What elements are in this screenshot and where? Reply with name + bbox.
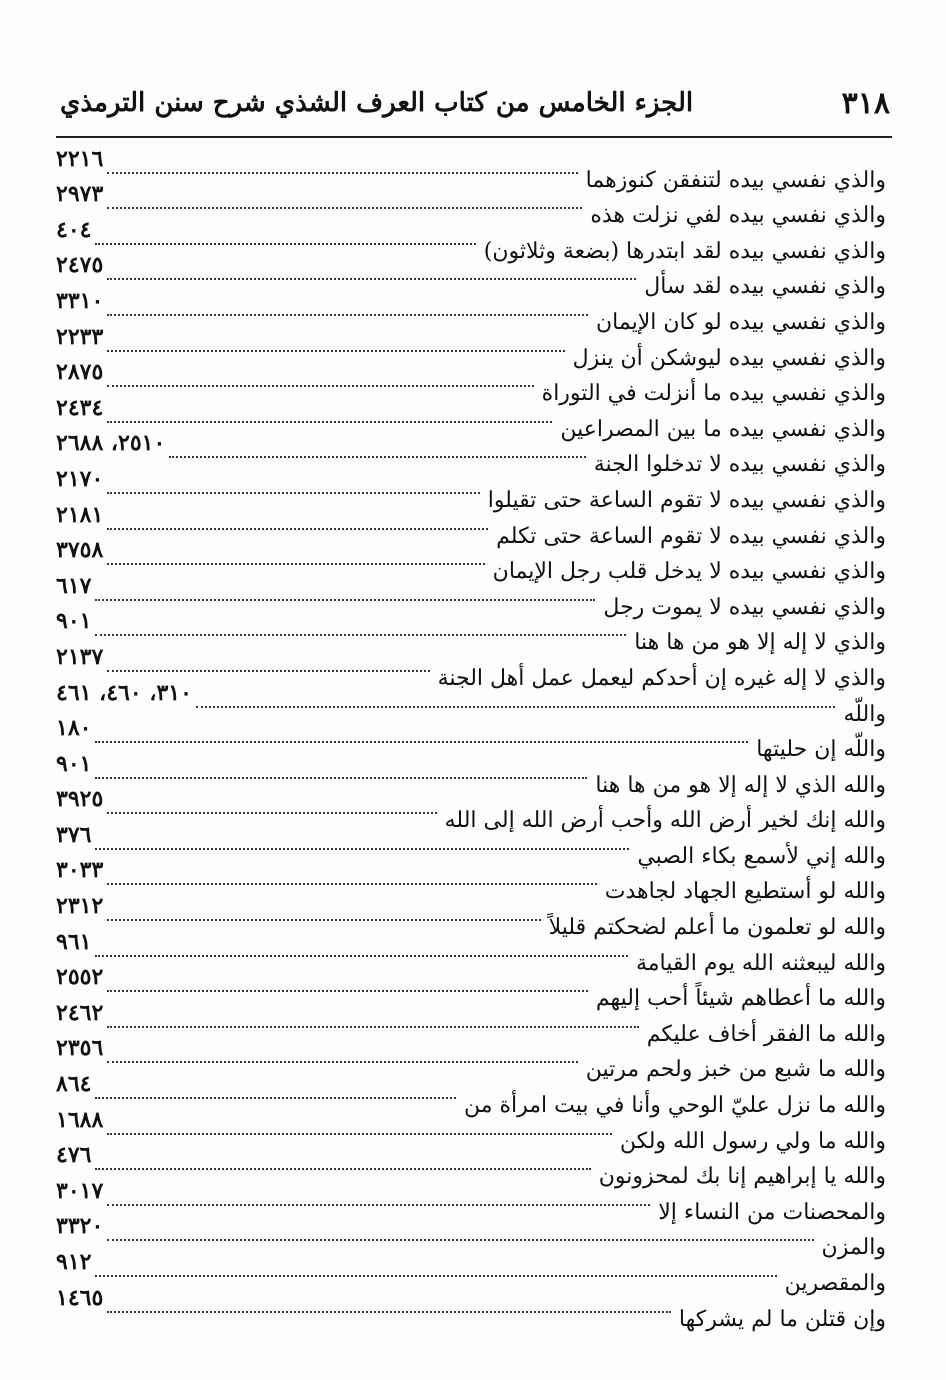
dot-leader xyxy=(107,421,552,423)
dot-leader xyxy=(95,1097,456,1099)
entry-reference-number: ١٤٦٥ xyxy=(56,1284,104,1311)
entry-reference-number: ٩٠١ xyxy=(56,750,92,777)
dot-leader xyxy=(107,670,429,672)
dot-leader xyxy=(95,848,629,850)
dot-leader xyxy=(95,243,475,245)
dot-leader xyxy=(107,172,577,174)
entry-text: والذي نفسي بيده ما بين المصراعين xyxy=(560,416,886,442)
entry-text: والذي نفسي بيده ليوشكن أن ينزل xyxy=(572,345,886,371)
entry-reference-number: ٢١٣٧ xyxy=(56,643,104,670)
entry-text: والله ليبعثنه الله يوم القيامة xyxy=(635,950,886,976)
entry-text: والذي نفسي بيده لا تدخلوا الجنة xyxy=(593,452,886,478)
entry-reference-number: ٢٣١٢ xyxy=(56,893,104,920)
dot-leader xyxy=(107,883,596,885)
dot-leader xyxy=(169,456,585,458)
entry-reference-number: ٢٩٧٣ xyxy=(56,181,104,208)
entry-text: والله إنك لخير أرض الله وأحب أرض الله إلى الله xyxy=(444,808,886,834)
entry-reference-number: ٦١٧ xyxy=(56,572,92,599)
entry-reference-number: ٣٣٢٠ xyxy=(56,1213,104,1240)
entry-text: والله ما الفقر أخاف عليكم xyxy=(646,1021,886,1047)
entry-reference-number: ٢٤٧٥ xyxy=(56,252,104,279)
entry-text: والمحصنات من النساء إلا xyxy=(658,1199,886,1225)
dot-leader xyxy=(107,1133,612,1135)
entry-reference-number: ٣٣١٠ xyxy=(56,287,104,314)
entry-text: والله يا إبراهيم إنا بك لمحزونون xyxy=(598,1164,886,1190)
entry-reference-number: ٩١٢ xyxy=(56,1249,92,1275)
dot-leader xyxy=(107,812,436,814)
page-number: ٣١٨ xyxy=(841,86,890,121)
entry-text: والله ما نزل عليّ الوحي وأنا في بيت امرأة من xyxy=(463,1093,886,1119)
dot-leader xyxy=(107,563,484,565)
dot-leader xyxy=(95,634,626,636)
entry-text: والله ما شبع من خبز ولحم مرتين xyxy=(585,1057,886,1083)
entry-reference-number: ٤٠٤ xyxy=(56,216,92,243)
dot-leader xyxy=(107,492,479,494)
index-entry xyxy=(56,714,886,763)
dot-leader xyxy=(95,955,628,957)
entry-text: والذي نفسي بيده لقد سأل xyxy=(644,274,886,300)
dot-leader xyxy=(107,919,540,921)
dot-leader xyxy=(107,350,564,352)
entry-reference-number: ٢٣٥٦ xyxy=(56,1035,104,1062)
entry-reference-number: ٣١٠، ٤٦٠، ٤٦١ xyxy=(56,679,192,706)
entry-reference-number: ١٦٨٨ xyxy=(56,1106,104,1133)
entry-reference-number: ٢٤٦٢ xyxy=(56,999,104,1026)
entry-text: والذي نفسي بيده لا تقوم الساعة حتى تقيلوا xyxy=(487,487,886,513)
entry-text: والله لو أستطيع الجهاد لجاهدت xyxy=(604,879,886,905)
entry-reference-number: ٢٤٣٤ xyxy=(56,394,104,421)
page-header xyxy=(60,82,890,126)
entry-text: والذي نفسي بيده لو كان الإيمان xyxy=(596,309,886,335)
entry-reference-number: ٢٢٣٣ xyxy=(56,323,104,350)
dot-leader xyxy=(107,278,636,280)
entry-reference-number: ٢٥٥٢ xyxy=(56,964,104,991)
entry-text: والذي نفسي بيده لفي نزلت هذه xyxy=(590,203,886,229)
entry-text: والمقصرين xyxy=(784,1271,886,1296)
entry-text: واللّه xyxy=(843,701,886,727)
entry-reference-number: ٢١٧٠ xyxy=(56,465,104,492)
entry-reference-number: ٣٩٢٥ xyxy=(56,786,104,813)
entry-text: والله إني لأسمع بكاء الصبي xyxy=(637,843,886,869)
dot-leader xyxy=(107,314,588,316)
dot-leader xyxy=(95,1275,776,1277)
entry-reference-number: ٢٨٧٥ xyxy=(56,359,104,386)
entry-reference-number: ١٨٠ xyxy=(56,715,92,742)
dot-leader xyxy=(107,1061,577,1063)
entry-reference-number: ٩٠١ xyxy=(56,608,92,635)
entry-text: والله الذي لا إله إلا هو من ها هنا xyxy=(595,772,886,798)
dot-leader xyxy=(95,777,587,779)
entry-text: والذي نفسي بيده لا تقوم الساعة حتى تكلم xyxy=(496,523,886,549)
entry-text: والذي نفسي بيده لتنفقن كنوزهما xyxy=(585,167,886,193)
entry-text: والله لو تعلمون ما أعلم لضحكتم قليلاً xyxy=(548,915,886,941)
entry-reference-number: ٩٦١ xyxy=(56,928,92,955)
entry-text: والذي نفسي بيده ما أنزلت في التوراة xyxy=(541,381,886,407)
entry-text: والذي نفسي بيده لا يموت رجل xyxy=(603,594,886,620)
dot-leader xyxy=(95,1168,590,1170)
dot-leader xyxy=(107,1026,638,1028)
dot-leader xyxy=(107,385,533,387)
dot-leader xyxy=(95,741,748,743)
index-entry xyxy=(56,1283,886,1332)
dot-leader xyxy=(107,207,582,209)
entry-reference-number: ٣٠١٧ xyxy=(56,1177,104,1204)
entry-reference-number: ٣٧٦ xyxy=(56,821,92,848)
entry-text: والذي نفسي بيده لا يدخل قلب رجل الإيمان xyxy=(492,559,886,585)
dot-leader xyxy=(107,528,488,530)
entry-text: والذي لا إله إلا هو من ها هنا xyxy=(634,630,886,656)
index-entry xyxy=(56,144,886,193)
index-entry xyxy=(56,1247,886,1296)
entry-text: وإن قتلن ما لم يشركها xyxy=(678,1306,886,1332)
entry-text: والمزن xyxy=(821,1235,886,1261)
entry-text: والله ما ولي رسول الله ولكن xyxy=(619,1128,886,1154)
dot-leader xyxy=(95,599,595,601)
running-title: الجزء الخامس من كتاب العرف الشذي شرح سنن الترمذي xyxy=(60,88,694,118)
dot-leader xyxy=(107,1311,671,1313)
entry-reference-number: ٤٧٦ xyxy=(56,1142,92,1169)
entry-reference-number: ٢١٨١ xyxy=(56,501,104,528)
entry-reference-number: ٨٦٤ xyxy=(56,1071,92,1098)
entry-text: واللّه إن حليتها xyxy=(756,737,886,763)
dot-leader xyxy=(107,1204,650,1206)
entry-reference-number: ٢٢١٦ xyxy=(56,145,104,172)
header-divider xyxy=(56,136,892,138)
entry-reference-number: ٣٠٣٣ xyxy=(56,857,104,884)
entry-text: والذي نفسي بيده لقد ابتدرها (بضعة وثلاثون) xyxy=(483,238,886,264)
entry-reference-number: ٢٥١٠، ٢٦٨٨ xyxy=(56,430,166,457)
entry-text: والذي لا إله غيره إن أحدكم ليعمل عمل أهل الجنة xyxy=(437,665,886,691)
dot-leader xyxy=(196,706,836,708)
dot-leader xyxy=(107,1239,813,1241)
dot-leader xyxy=(107,990,588,992)
entry-text: والله ما أعطاهم شيئاً أحب إليهم xyxy=(595,986,886,1012)
hadith-index-list xyxy=(56,144,886,1332)
entry-reference-number: ٣٧٥٨ xyxy=(56,537,104,564)
